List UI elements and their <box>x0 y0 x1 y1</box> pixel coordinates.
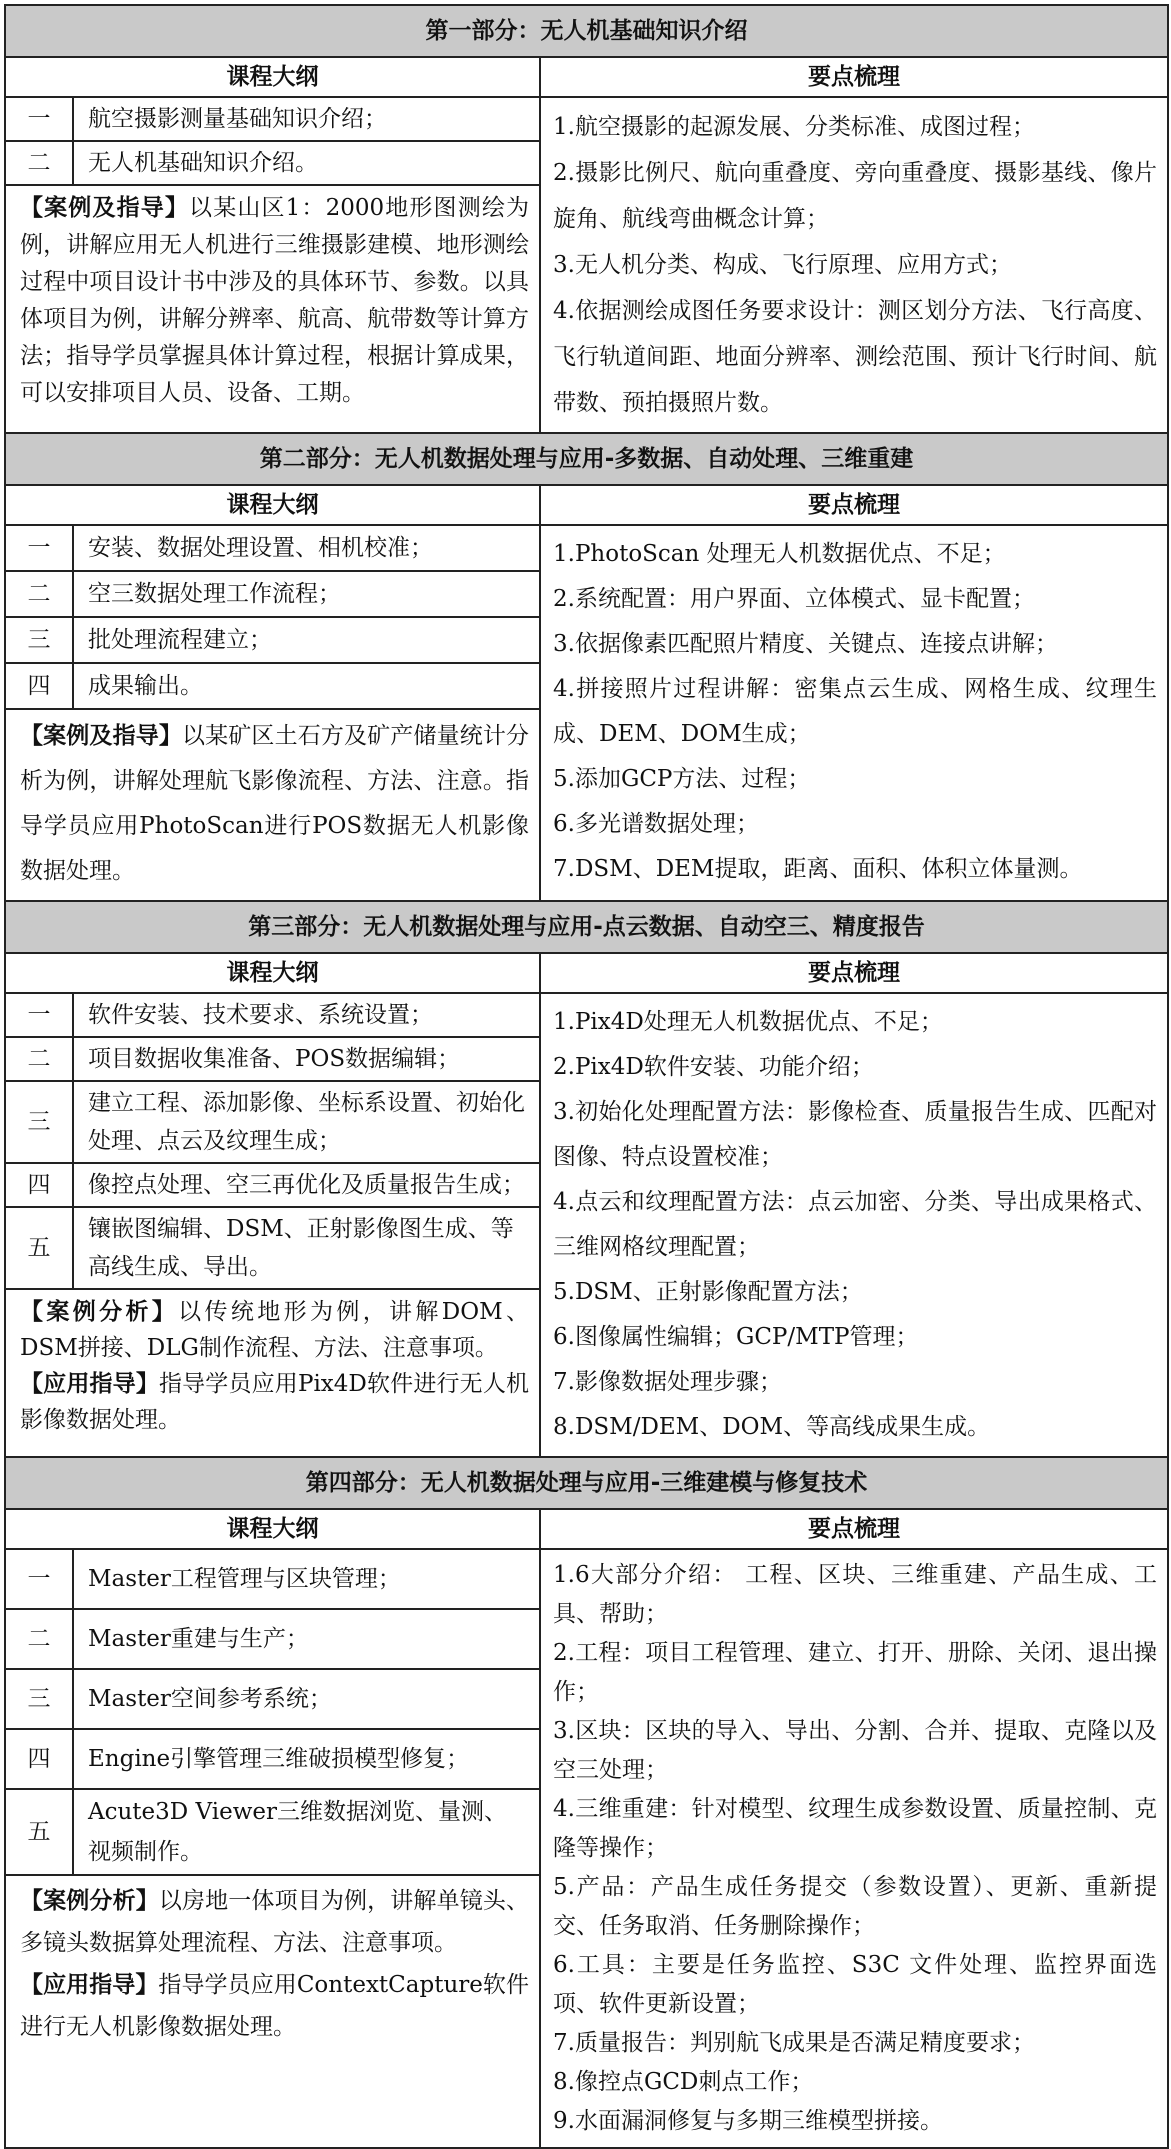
outline-num: 四 <box>6 1729 73 1789</box>
outline-text: 空三数据处理工作流程； <box>73 571 539 617</box>
section-4-points <box>540 1549 1168 2148</box>
point-item: 6.图像属性编辑；GCP/MTP管理； <box>553 1324 919 1350</box>
section-1-points <box>540 97 1168 433</box>
outline-text: 成果输出。 <box>73 663 539 709</box>
section-2-outline-header: 课程大纲 <box>5 485 540 525</box>
section-3-case <box>6 1290 539 1366</box>
outline-row <box>6 617 539 663</box>
section-3-outline-header: 课程大纲 <box>5 953 540 993</box>
case-tag: 【案例分析】 <box>20 1299 179 1325</box>
section-4-guide <box>6 1964 539 2054</box>
outline-num: 三 <box>6 617 73 663</box>
outline-num: 一 <box>6 526 73 571</box>
outline-text: 批处理流程建立； <box>73 617 539 663</box>
outline-num: 三 <box>6 1669 73 1729</box>
outline-text: 项目数据收集准备、POS数据编辑； <box>73 1037 539 1081</box>
outline-text: 安装、数据处理设置、相机校准； <box>73 526 539 571</box>
case-text: 以房地一体项目为例，讲解单镜头、多镜头数据算处理流程、方法、注意事项。 <box>20 1888 530 1956</box>
section-1-points-header: 要点梳理 <box>540 57 1168 97</box>
case-tag: 【案例及指导】 <box>20 195 190 221</box>
point-item: 7.DSM、DEM提取，距离、面积、体积立体量测。 <box>553 856 1083 882</box>
section-3-points-header: 要点梳理 <box>540 953 1168 993</box>
outline-text: Acute3D Viewer三维数据浏览、量测、视频制作。 <box>73 1789 539 1875</box>
section-2-points-header: 要点梳理 <box>540 485 1168 525</box>
point-item: 3.无人机分类、构成、飞行原理、应用方式； <box>553 252 1012 278</box>
point-item: 5.DSM、正射影像配置方法； <box>553 1279 863 1305</box>
section-3-outline <box>5 993 540 1457</box>
outline-text: Master工程管理与区块管理； <box>73 1550 539 1609</box>
outline-text: 像控点处理、空三再优化及质量报告生成； <box>73 1163 539 1207</box>
course-table <box>4 4 1169 2149</box>
outline-text: 软件安装、技术要求、系统设置； <box>73 994 539 1037</box>
point-item: 2.工程：项目工程管理、建立、打开、册除、关闭、退出操作； <box>553 1640 1157 1705</box>
course-table-page <box>4 4 1167 2149</box>
outline-num: 二 <box>6 141 73 185</box>
section-1-outline <box>5 97 540 433</box>
point-item: 4.拼接照片过程讲解：密集点云生成、网格生成、纹理生成、DEM、DOM生成； <box>553 676 1157 747</box>
point-item: 7.影像数据处理步骤； <box>553 1369 782 1395</box>
outline-num: 一 <box>6 1550 73 1609</box>
case-tag: 【案例及指导】 <box>20 723 182 749</box>
section-4-title: 第四部分：无人机数据处理与应用-三维建模与修复技术 <box>5 1457 1168 1509</box>
outline-text: Master重建与生产； <box>73 1609 539 1669</box>
section-1-case <box>6 186 539 418</box>
point-item: 3.初始化处理配置方法：影像检查、质量报告生成、匹配对图像、特点设置校准； <box>553 1099 1157 1170</box>
guide-text: 指导学员应用ContextCapture软件进行无人机影像数据处理。 <box>20 1972 529 2040</box>
case-text: 以某山区1：2000地形图测绘为例，讲解应用无人机进行三维摄影建模、地形测绘过程中项目设计书中涉及的具体环节、参数。以具体项目为例，讲解分辨率、航高、航带数等计算方法；指导学员掌握具体计算过程，根据计算成果，可以安排项目人员、设备、工期。 <box>20 195 529 406</box>
outline-text: 航空摄影测量基础知识介绍； <box>73 98 539 141</box>
section-1-title: 第一部分：无人机基础知识介绍 <box>5 5 1168 57</box>
outline-text: 无人机基础知识介绍。 <box>73 141 539 185</box>
point-item: 1.PhotoScan 处理无人机数据优点、不足； <box>553 541 1006 567</box>
section-2-case <box>6 710 539 900</box>
outline-num: 一 <box>6 994 73 1037</box>
section-2-outline <box>5 525 540 901</box>
point-item: 1.6大部分介绍： 工程、区块、三维重建、产品生成、工具、帮助； <box>553 1562 1157 1627</box>
point-item: 8.DSM/DEM、DOM、等高线成果生成。 <box>553 1414 991 1440</box>
point-item: 3.区块：区块的导入、导出、分割、合并、提取、克隆以及空三处理； <box>553 1718 1157 1783</box>
section-2-points <box>540 525 1168 901</box>
guide-tag: 【应用指导】 <box>20 1371 159 1397</box>
outline-num: 一 <box>6 98 73 141</box>
outline-row <box>6 994 539 1037</box>
section-3-points <box>540 993 1168 1457</box>
outline-num: 四 <box>6 663 73 709</box>
outline-row <box>6 1207 539 1289</box>
case-text: 以传统地形为例，讲解DOM、DSM拼接、DLG制作流程、方法、注意事项。 <box>20 1299 529 1361</box>
outline-text: 建立工程、添加影像、坐标系设置、初始化处理、点云及纹理生成； <box>73 1081 539 1163</box>
outline-row <box>6 1037 539 1081</box>
point-item: 6.多光谱数据处理； <box>553 811 759 837</box>
outline-num: 五 <box>6 1789 73 1875</box>
outline-num: 二 <box>6 1037 73 1081</box>
outline-row <box>6 1609 539 1669</box>
outline-row <box>6 526 539 571</box>
point-item: 2.Pix4D软件安装、功能介绍； <box>553 1054 874 1080</box>
point-item: 4.三维重建：针对模型、纹理生成参数设置、质量控制、克隆等操作； <box>553 1796 1157 1861</box>
outline-text: Engine引擎管理三维破损模型修复； <box>73 1729 539 1789</box>
section-4-outline <box>5 1549 540 2148</box>
section-4-case <box>6 1876 539 1964</box>
point-item: 2.系统配置：用户界面、立体模式、显卡配置； <box>553 586 1035 612</box>
case-text: 以某矿区土石方及矿产储量统计分析为例，讲解处理航飞影像流程、方法、注意。指导学员应用PhotoScan进行POS数据无人机影像数据处理。 <box>20 723 530 884</box>
outline-row <box>6 1163 539 1207</box>
section-4-outline-header: 课程大纲 <box>5 1509 540 1549</box>
outline-row <box>6 571 539 617</box>
outline-num: 二 <box>6 1609 73 1669</box>
outline-row <box>6 98 539 141</box>
outline-num: 三 <box>6 1081 73 1163</box>
outline-row <box>6 1081 539 1163</box>
outline-num: 二 <box>6 571 73 617</box>
section-1-outline-header: 课程大纲 <box>5 57 540 97</box>
point-item: 4.点云和纹理配置方法：点云加密、分类、导出成果格式、三维网格纹理配置； <box>553 1189 1157 1260</box>
section-3-guide <box>6 1366 539 1444</box>
outline-row <box>6 1729 539 1789</box>
point-item: 6.工具：主要是任务监控、S3C 文件处理、监控界面选项、软件更新设置； <box>553 1952 1157 2017</box>
point-item: 4.依据测绘成图任务要求设计：测区划分方法、飞行高度、飞行轨道间距、地面分辨率、测绘范围、预计飞行时间、航带数、预拍摄照片数。 <box>553 298 1157 416</box>
outline-row <box>6 663 539 709</box>
outline-row <box>6 141 539 185</box>
guide-tag: 【应用指导】 <box>20 1972 159 1998</box>
outline-num: 四 <box>6 1163 73 1207</box>
outline-num: 五 <box>6 1207 73 1289</box>
section-4-points-header: 要点梳理 <box>540 1509 1168 1549</box>
outline-text: 镶嵌图编辑、DSM、正射影像图生成、等高线生成、导出。 <box>73 1207 539 1289</box>
point-item: 5.产品：产品生成任务提交（参数设置）、更新、重新提交、任务取消、任务删除操作； <box>553 1874 1157 1939</box>
point-item: 8.像控点GCD刺点工作； <box>553 2069 814 2095</box>
point-item: 7.质量报告：判别航飞成果是否满足精度要求； <box>553 2030 1035 2056</box>
guide-text: 指导学员应用Pix4D软件进行无人机影像数据处理。 <box>20 1371 529 1433</box>
point-item: 2.摄影比例尺、航向重叠度、旁向重叠度、摄影基线、像片旋角、航线弯曲概念计算； <box>553 160 1157 232</box>
point-item: 9.水面漏洞修复与多期三维模型拼接。 <box>553 2108 943 2134</box>
point-item: 3.依据像素匹配照片精度、关键点、连接点讲解； <box>553 631 1058 657</box>
case-tag: 【案例分析】 <box>20 1888 159 1914</box>
point-item: 5.添加GCP方法、过程； <box>553 766 811 792</box>
outline-row <box>6 1669 539 1729</box>
outline-text: Master空间参考系统； <box>73 1669 539 1729</box>
outline-row <box>6 1789 539 1875</box>
outline-row <box>6 1550 539 1609</box>
section-2-title: 第二部分：无人机数据处理与应用-多数据、自动处理、三维重建 <box>5 433 1168 485</box>
point-item: 1.Pix4D处理无人机数据优点、不足； <box>553 1009 943 1035</box>
section-3-title: 第三部分：无人机数据处理与应用-点云数据、自动空三、精度报告 <box>5 901 1168 953</box>
point-item: 1.航空摄影的起源发展、分类标准、成图过程； <box>553 114 1035 140</box>
